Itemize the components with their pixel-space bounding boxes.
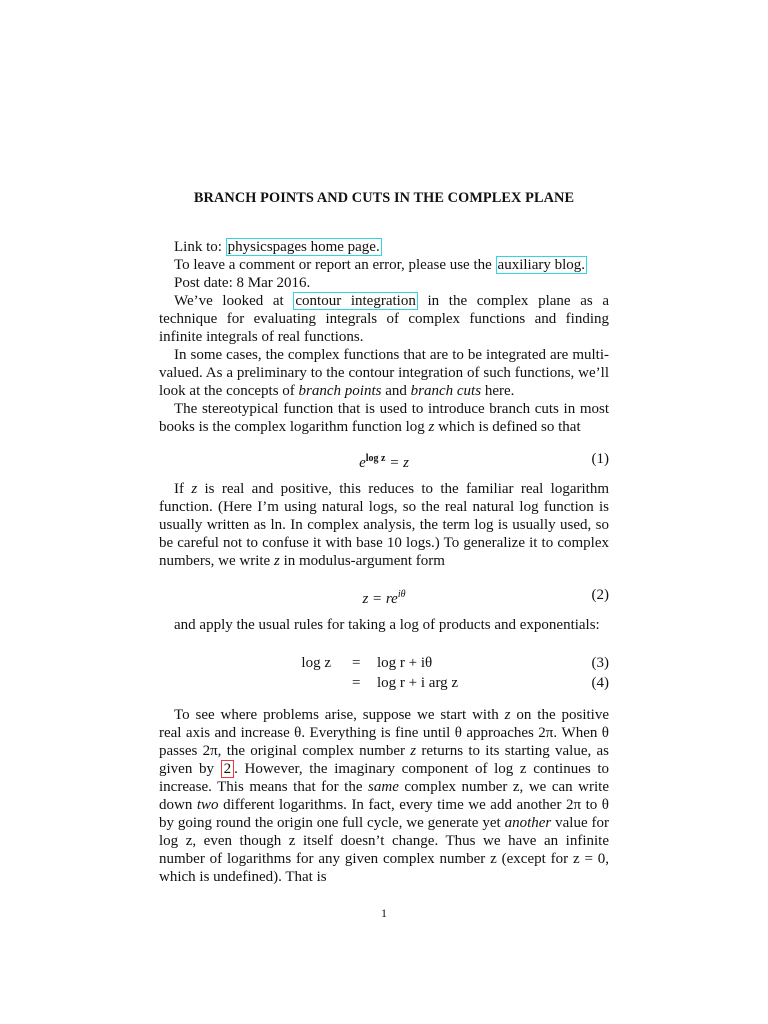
para4-text-c: in modulus-argument form bbox=[279, 553, 445, 569]
same-term: same bbox=[368, 779, 399, 795]
another-term: another bbox=[504, 815, 552, 831]
para6-text-f: different logarithms. In fact, every time we add another 2π to θ by going round the origin one full cycle, we generate yet bbox=[159, 797, 609, 831]
para6-text-g: value for log z, even though z itself doesn’t change. Thus we have an infinite number of logarithms for any given complex number z (except for z = 0, which is undefined). That is bbox=[159, 815, 609, 885]
comment-line bbox=[159, 256, 609, 274]
equation-number-3: (3) bbox=[591, 655, 609, 671]
math-z: z bbox=[273, 553, 280, 569]
eq1-exponent: log z bbox=[365, 453, 386, 464]
equation-number-2: (2) bbox=[591, 587, 609, 603]
eq4-equals: = bbox=[352, 675, 361, 691]
equation-1 bbox=[159, 450, 609, 471]
branch-points-term: branch points bbox=[298, 383, 382, 399]
page-title: BRANCH POINTS AND CUTS IN THE COMPLEX PLANE bbox=[193, 190, 575, 206]
eq3-lhs: log z bbox=[301, 655, 331, 671]
post-date: Post date: 8 Mar 2016. bbox=[174, 275, 311, 291]
eq3-equals: = bbox=[352, 655, 361, 671]
equation-number-1: (1) bbox=[591, 451, 609, 467]
para2-text-a: In some cases, the complex functions that are to be integrated are multi-valued. As a preliminary to the contour integration of such functions, we’ll look at the concepts of bbox=[159, 347, 609, 399]
para2-text-b: and bbox=[381, 383, 411, 399]
eq1-rhs: = z bbox=[385, 455, 409, 471]
eq2-exponent: iθ bbox=[397, 589, 406, 600]
para3-text-b: which is defined so that bbox=[434, 419, 581, 435]
paragraph-2 bbox=[159, 346, 609, 400]
paragraph-3 bbox=[159, 400, 609, 436]
paragraph-4 bbox=[159, 480, 609, 570]
math-z: z bbox=[191, 481, 198, 497]
para6-text-e: complex number z, we can write down bbox=[159, 779, 609, 813]
article-body bbox=[159, 238, 609, 886]
para4-text-b: is real and positive, this reduces to the familiar real logarithm function. (Here I’m using natural logs, so the real natural log function is usually written as ln. In complex analysis, the term log is usually used, so be careful not to confuse it with base 10 logs.) To generalize it to complex numbers, we write bbox=[159, 481, 609, 569]
equation-2-reference-link[interactable]: 2 bbox=[221, 760, 235, 778]
equation-2 bbox=[159, 586, 609, 607]
para6-text-b: on the positive real axis and increase θ. Everything is fine until θ approaches 2π. When θ passes 2π, the original complex number bbox=[159, 707, 609, 759]
math-z: z bbox=[428, 419, 435, 435]
eq4-rhs: log r + i arg z bbox=[377, 675, 459, 691]
math-z: z bbox=[504, 707, 511, 723]
paragraph-6 bbox=[159, 706, 609, 886]
para6-text-c: returns to its starting value, as given by bbox=[159, 743, 610, 777]
para1-text-b: in the complex plane as a technique for evaluating integrals of complex functions and finding infinite integrals of real functions. bbox=[159, 293, 609, 345]
two-term: two bbox=[196, 797, 219, 813]
equation-4 bbox=[159, 674, 609, 694]
para2-text-c: here. bbox=[481, 383, 515, 399]
para4-text-a: If bbox=[174, 481, 192, 497]
equation-3 bbox=[159, 654, 609, 674]
para3-text-a: The stereotypical function that is used to introduce branch cuts in most books is the complex logarithm function log bbox=[159, 401, 609, 435]
para1-text-a: We’ve looked at bbox=[174, 293, 294, 309]
link-line bbox=[159, 238, 609, 256]
link-prefix: Link to: bbox=[174, 239, 226, 255]
para6-text-a: To see where problems arise, suppose we start with bbox=[174, 707, 505, 723]
paragraph-1 bbox=[159, 292, 609, 346]
eq3-rhs: log r + iθ bbox=[377, 655, 433, 671]
equation-number-4: (4) bbox=[591, 675, 609, 691]
home-page-link[interactable]: physicspages home page. bbox=[227, 239, 380, 255]
math-z: z bbox=[410, 743, 417, 759]
eq2-body: z = re bbox=[362, 591, 398, 607]
para6-text-d: . However, the imaginary component of log z continues to increase. This means that for the bbox=[159, 761, 610, 795]
contour-integration-link[interactable]: contour integration bbox=[295, 293, 416, 309]
comment-prefix: To leave a comment or report an error, please use the bbox=[174, 257, 496, 273]
auxiliary-blog-link[interactable]: auxiliary blog. bbox=[497, 257, 586, 273]
paragraph-5: and apply the usual rules for taking a log of products and exponentials: bbox=[174, 617, 600, 633]
page-number: 1 bbox=[381, 906, 387, 920]
branch-cuts-term: branch cuts bbox=[410, 383, 482, 399]
eq1-base: e bbox=[359, 455, 366, 471]
